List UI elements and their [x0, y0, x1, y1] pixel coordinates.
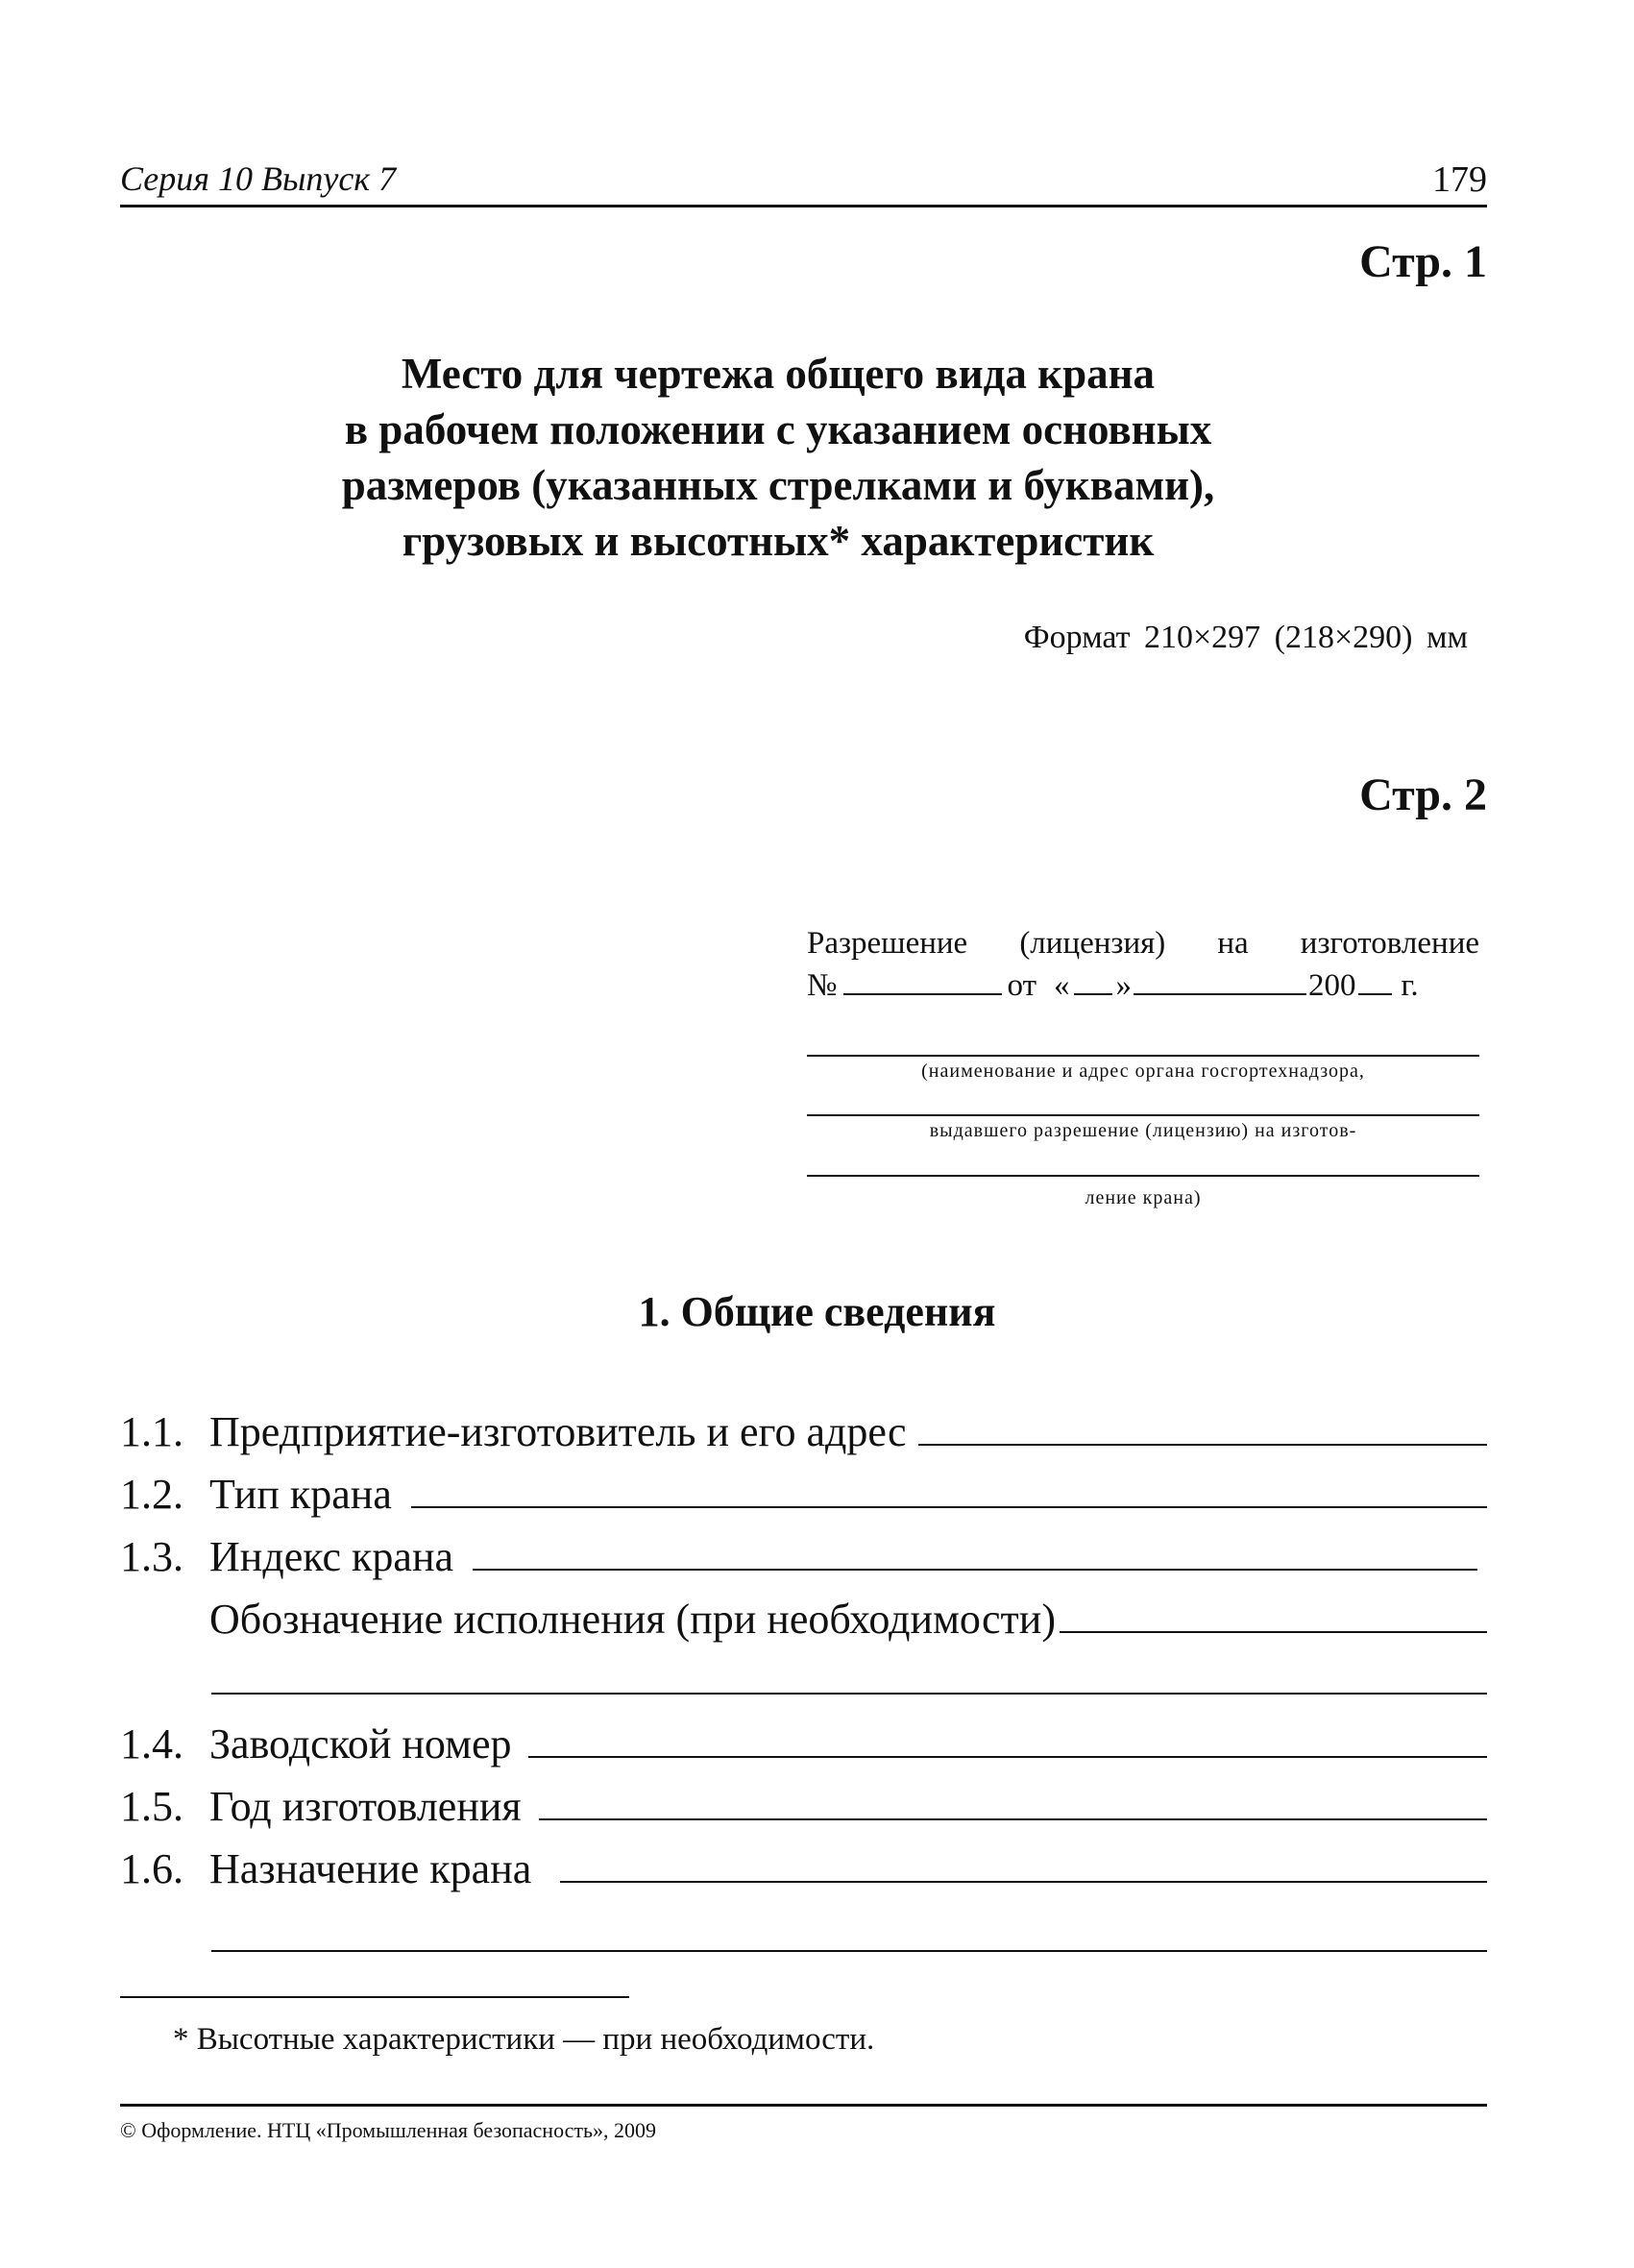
item-number: 1.2. — [120, 1471, 183, 1518]
item-field-continuation[interactable] — [211, 1693, 1487, 1695]
item-label: Тип крана — [209, 1471, 392, 1518]
permit-year-field[interactable] — [1358, 964, 1392, 995]
form-item — [120, 1595, 1487, 1644]
item-number: 1.3. — [120, 1533, 183, 1580]
item-field[interactable] — [411, 1505, 1487, 1508]
authority-caption-1: (наименование и адрес органа госгортехнадзора, — [921, 1061, 1365, 1082]
footnote-rule — [120, 1996, 629, 1998]
item-label: Назначение крана — [209, 1845, 532, 1892]
form-item — [120, 1782, 1487, 1831]
item-label: Обозначение исполнения (при необходимости) — [209, 1596, 1056, 1643]
item-number: 1.1. — [120, 1408, 183, 1455]
permit-number-field[interactable] — [843, 964, 1002, 995]
item-label: Предприятие-изготовитель и его адрес — [209, 1408, 907, 1455]
page2-label: Стр. 2 — [1359, 769, 1487, 820]
title-line: Место для чертежа общего вида крана — [401, 350, 1156, 398]
series-label: Серия 10 Выпуск 7 — [120, 159, 397, 198]
permit-day-field[interactable] — [1074, 964, 1112, 995]
from-label: от — [1007, 968, 1036, 1003]
number-sign: № — [807, 968, 838, 1003]
form-item — [120, 1532, 1487, 1581]
permit-number-line — [807, 964, 1479, 1007]
item-label: Год изготовления — [209, 1783, 522, 1830]
item-field-continuation[interactable] — [211, 1950, 1487, 1952]
form-item — [120, 1719, 1487, 1768]
footer-rule — [120, 2104, 1487, 2107]
page1-label: Стр. 1 — [1359, 236, 1487, 287]
item-field[interactable] — [1060, 1630, 1487, 1633]
item-field[interactable] — [918, 1443, 1487, 1446]
permit-month-field[interactable] — [1134, 964, 1306, 995]
item-field[interactable] — [560, 1880, 1487, 1883]
item-field[interactable] — [528, 1755, 1487, 1758]
permit-heading: Разрешение (лицензия) на изготовление — [807, 926, 1479, 961]
title-line: в рабочем положении с указанием основных — [344, 405, 1212, 453]
authority-field-line-3[interactable] — [807, 1175, 1479, 1177]
authority-caption-3: ление крана) — [1085, 1187, 1202, 1208]
authority-caption-2: выдавшего разрешение (лицензию) на изготов- — [929, 1120, 1357, 1141]
header-rule — [120, 205, 1487, 207]
format-note: Формат 210×297 (218×290) мм — [1023, 620, 1468, 655]
item-field[interactable] — [473, 1568, 1477, 1571]
form-item — [120, 1470, 1487, 1519]
permit-block — [807, 922, 1479, 1007]
form-item — [120, 1407, 1487, 1456]
item-field[interactable] — [539, 1817, 1487, 1820]
form-item — [120, 1844, 1487, 1893]
authority-field-line-2[interactable] — [807, 1114, 1479, 1116]
item-label: Индекс крана — [209, 1533, 454, 1580]
title-line: размеров (указанных стрелками и буквами), — [341, 461, 1215, 509]
quote-close: » — [1115, 968, 1132, 1003]
footnote: * Высотные характеристики — при необходимости. — [173, 2022, 875, 2057]
page-number: 179 — [1432, 159, 1487, 200]
year-suffix: г. — [1401, 968, 1419, 1003]
item-number: 1.4. — [120, 1720, 183, 1768]
item-label: Заводской номер — [209, 1720, 512, 1768]
section-title: 1. Общие сведения — [638, 1288, 996, 1335]
drawing-placeholder-title — [192, 346, 1364, 569]
year-prefix: 200 — [1308, 968, 1356, 1003]
quote-open: « — [1054, 968, 1070, 1003]
authority-field-line-1[interactable] — [807, 1055, 1479, 1057]
item-number: 1.5. — [120, 1783, 183, 1830]
copyright: © Оформление. НТЦ «Промышленная безопасность», 2009 — [120, 2118, 657, 2142]
item-number: 1.6. — [120, 1845, 183, 1892]
title-line: грузовых и высотных* характеристик — [402, 517, 1155, 565]
